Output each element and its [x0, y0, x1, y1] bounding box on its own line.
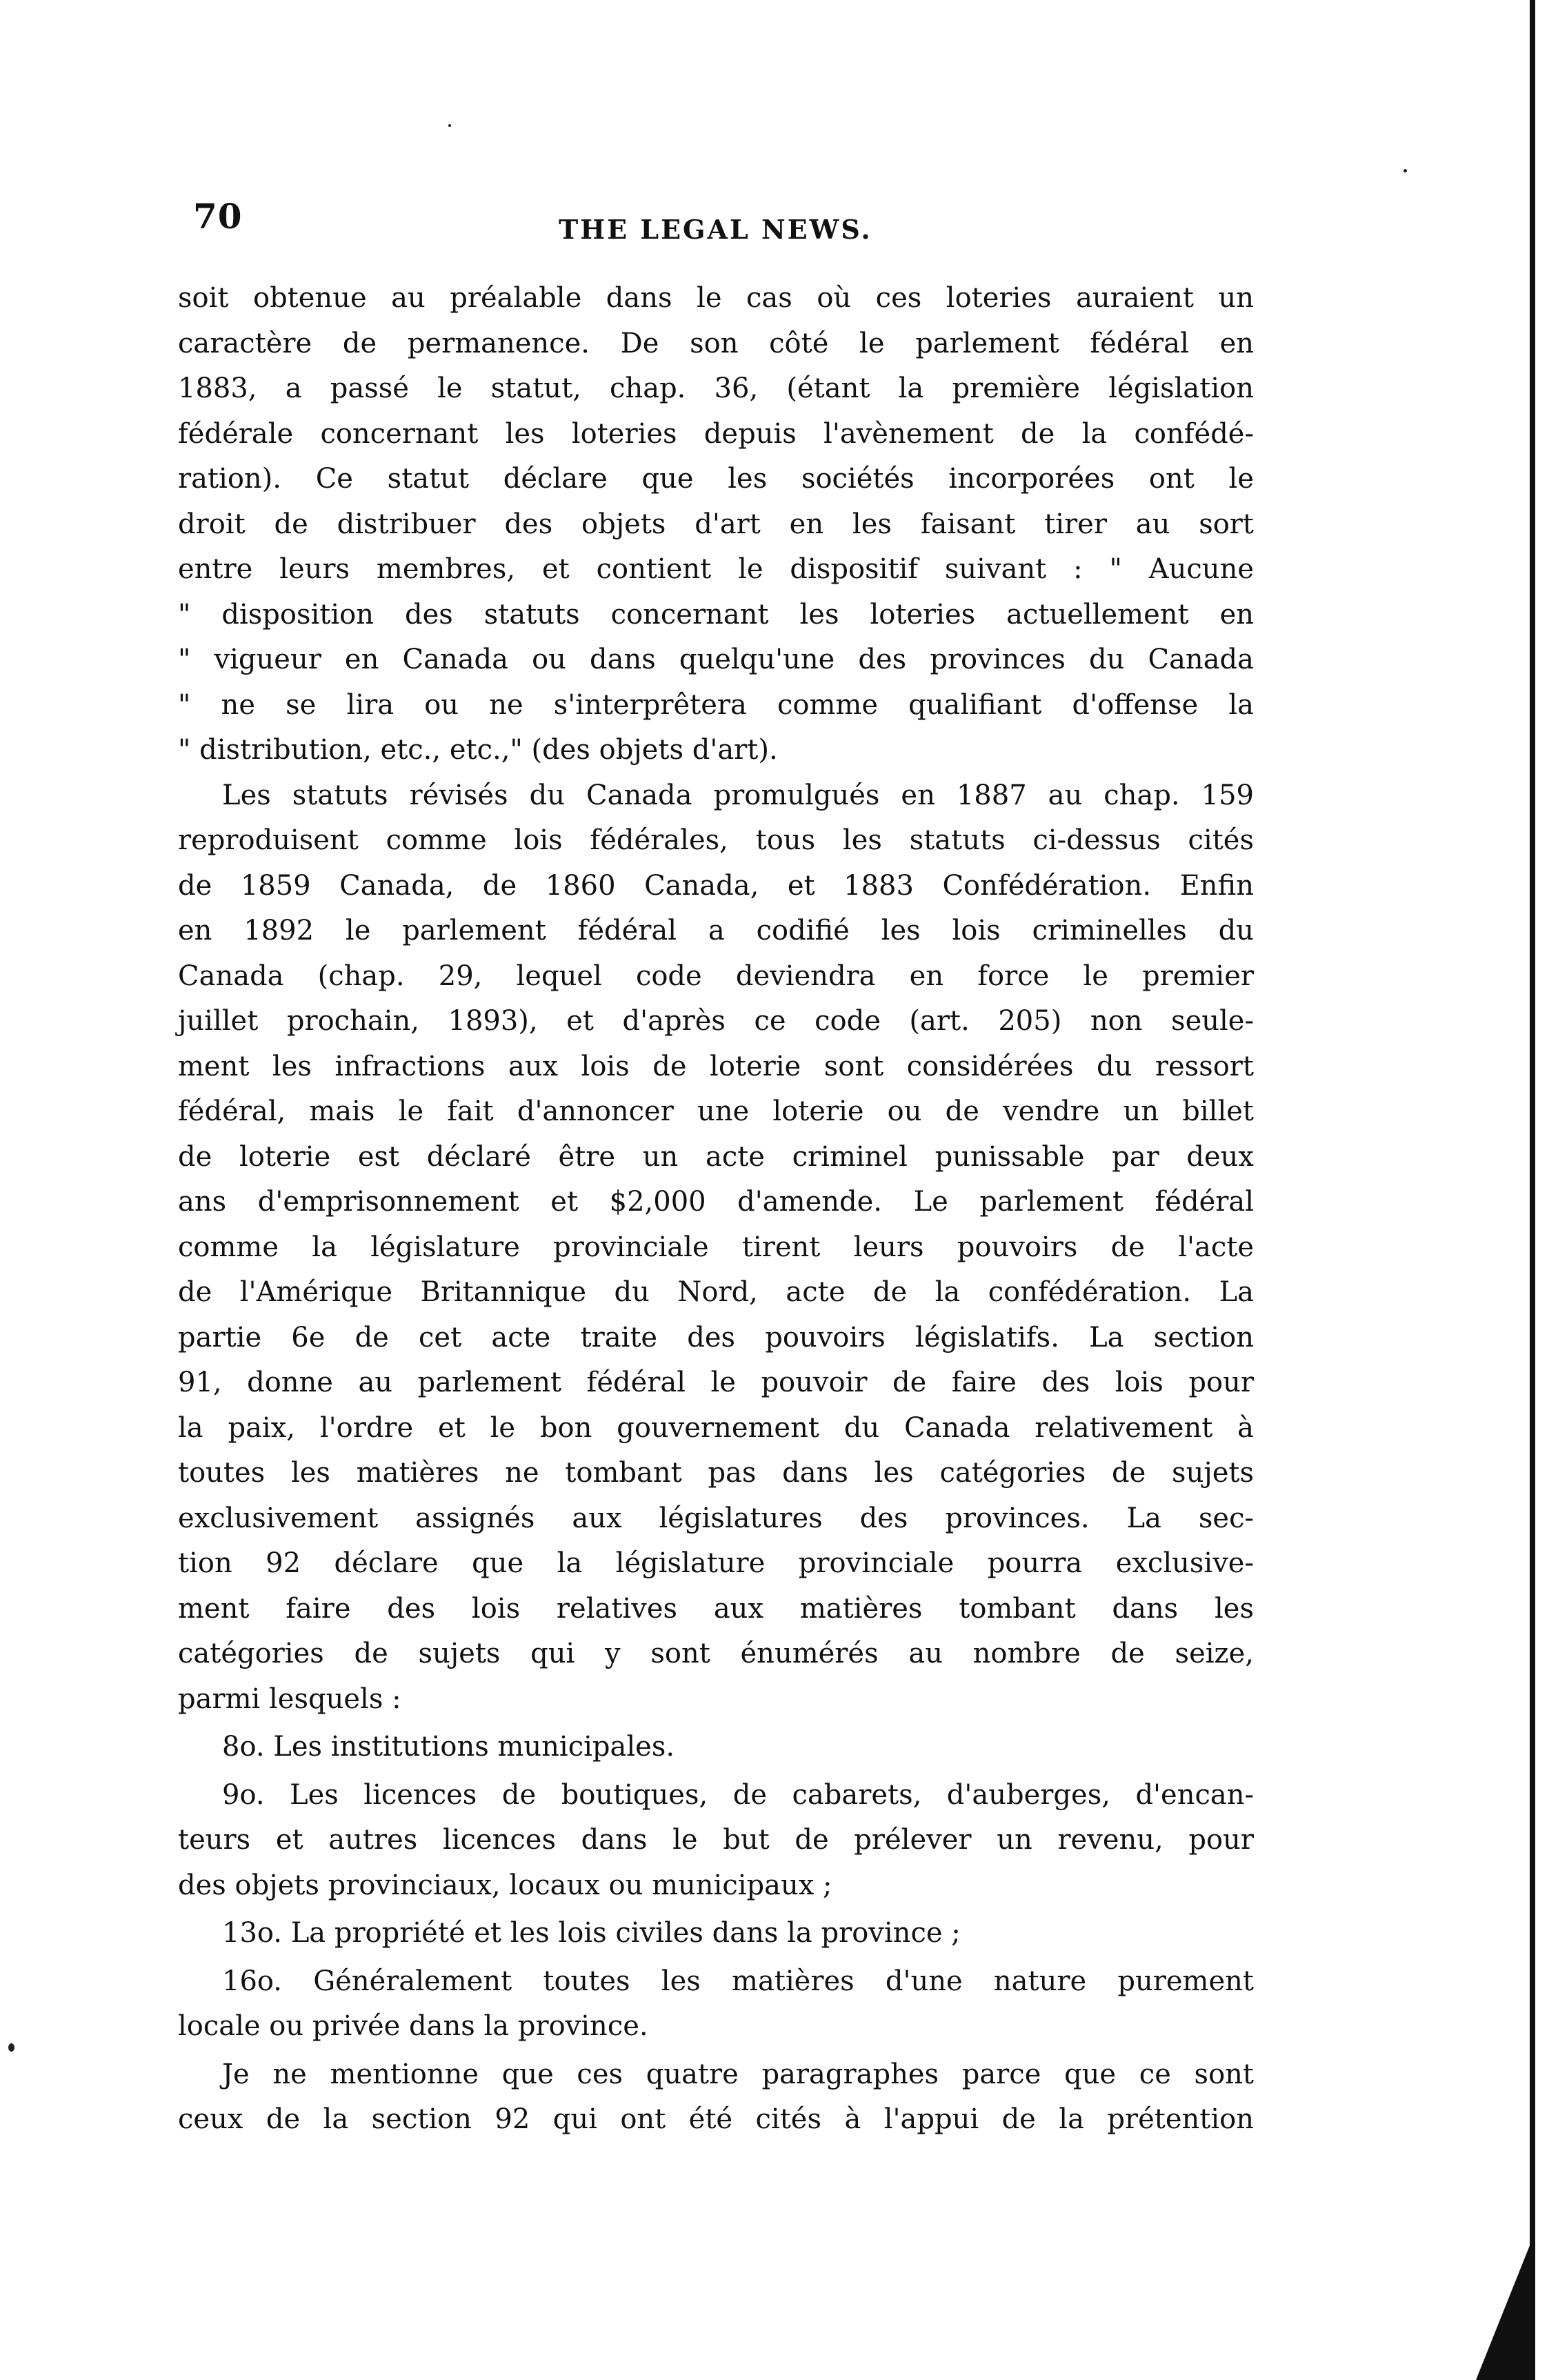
text-line: 1883, a passé le statut, chap. 36, (étant la première législation: [178, 373, 1254, 404]
text-line: 91, donne au parlement fédéral le pouvoir de faire des lois pour: [178, 1367, 1254, 1398]
text-line: de 1859 Canada, de 1860 Canada, et 1883 Confédération. Enfin: [178, 869, 1254, 902]
text-line: droit de distribuer des objets d'art en les faisant tirer au sort: [178, 508, 1254, 540]
text-line: exclusivement assignés aux législatures des provinces. La sec-: [178, 1502, 1254, 1534]
text-line: fédérale concernant les loteries depuis l'avènement de la confédé-: [178, 417, 1254, 450]
text-line: " distribution, etc., etc.," (des objets d'art).: [178, 734, 778, 766]
text-line: parmi lesquels :: [178, 1683, 401, 1715]
text-line: des objets provinciaux, locaux ou municipaux ;: [178, 1869, 832, 1901]
text-line: catégories de sujets qui y sont énumérés au nombre de seize,: [178, 1638, 1254, 1669]
text-line: juillet prochain, 1893), et d'après ce code (art. 205) non seule-: [178, 1005, 1254, 1037]
text-line: de l'Amérique Britannique du Nord, acte de la confédération. La: [178, 1276, 1254, 1308]
text-line: soit obtenue au préalable dans le cas où ces loteries auraient un: [178, 282, 1254, 314]
text-line: la paix, l'ordre et le bon gouvernement du Canada relativement à: [178, 1411, 1254, 1444]
text-line: partie 6e de cet acte traite des pouvoirs législatifs. La section: [178, 1321, 1254, 1353]
text-line: entre leurs membres, et contient le dispositif suivant : " Aucune: [178, 553, 1254, 585]
text-line: caractère de permanence. De son côté le parlement fédéral en: [178, 327, 1254, 359]
running-head: THE LEGAL NEWS.: [559, 214, 872, 245]
text-line: fédéral, mais le fait d'annoncer une loterie ou de vendre un billet: [178, 1095, 1254, 1127]
scan-speck: [8, 2043, 14, 2052]
text-line: Canada (chap. 29, lequel code deviendra en force le premier: [178, 960, 1254, 992]
text-line: reproduisent comme lois fédérales, tous les statuts ci-dessus cités: [178, 824, 1254, 856]
text-line: comme la législature provinciale tirent leurs pouvoirs de l'acte: [178, 1231, 1254, 1263]
text-line: ration). Ce statut déclare que les sociétés incorporées ont le: [178, 463, 1254, 495]
scan-speck: [1404, 169, 1407, 172]
body-text: [178, 276, 1254, 2143]
book-spine-edge: [1530, 0, 1535, 2380]
scan-speck: [448, 124, 451, 127]
paragraph-start-line: Je ne mentionne que ces quatre paragraphes parce que ce sont: [222, 2058, 1254, 2090]
text-line: tion 92 déclare que la législature provinciale pourra exclusive-: [178, 1547, 1254, 1579]
page-number: 70: [193, 196, 243, 237]
list-item: 13o. La propriété et les lois civiles dans la province ;: [222, 1917, 961, 1949]
text-line: toutes les matières ne tombant pas dans les catégories de sujets: [178, 1457, 1254, 1489]
text-line: ans d'emprisonnement et $2,000 d'amende. Le parlement fédéral: [178, 1186, 1254, 1218]
text-line: " ne se lira ou ne s'interprêtera comme qualifiant d'offense la: [178, 688, 1254, 721]
text-line: locale ou privée dans la province.: [178, 2010, 648, 2042]
text-line: de loterie est déclaré être un acte criminel punissable par deux: [178, 1140, 1254, 1173]
text-line: ceux de la section 92 qui ont été cités à l'appui de la prétention: [178, 2103, 1254, 2135]
page-header: [172, 193, 1255, 248]
list-item: 16o. Généralement toutes les matières d'une nature purement: [222, 1965, 1254, 1997]
binding-shadow: [1476, 2242, 1531, 2380]
text-line: teurs et autres licences dans le but de prélever un revenu, pour: [178, 1824, 1254, 1856]
text-line: " vigueur en Canada ou dans quelqu'une des provinces du Canada: [178, 644, 1254, 675]
text-line: " disposition des statuts concernant les loteries actuellement en: [178, 598, 1254, 631]
text-line: ment les infractions aux lois de loterie sont considérées du ressort: [178, 1050, 1254, 1082]
list-item: 9o. Les licences de boutiques, de cabarets, d'auberges, d'encan-: [222, 1778, 1254, 1811]
paragraph-start-line: Les statuts révisés du Canada promulgués en 1887 au chap. 159: [222, 779, 1254, 811]
list-item: 8o. Les institutions municipales.: [222, 1731, 675, 1763]
text-line: en 1892 le parlement fédéral a codifié les lois criminelles du: [178, 915, 1254, 946]
text-line: ment faire des lois relatives aux matières tombant dans les: [178, 1592, 1254, 1625]
